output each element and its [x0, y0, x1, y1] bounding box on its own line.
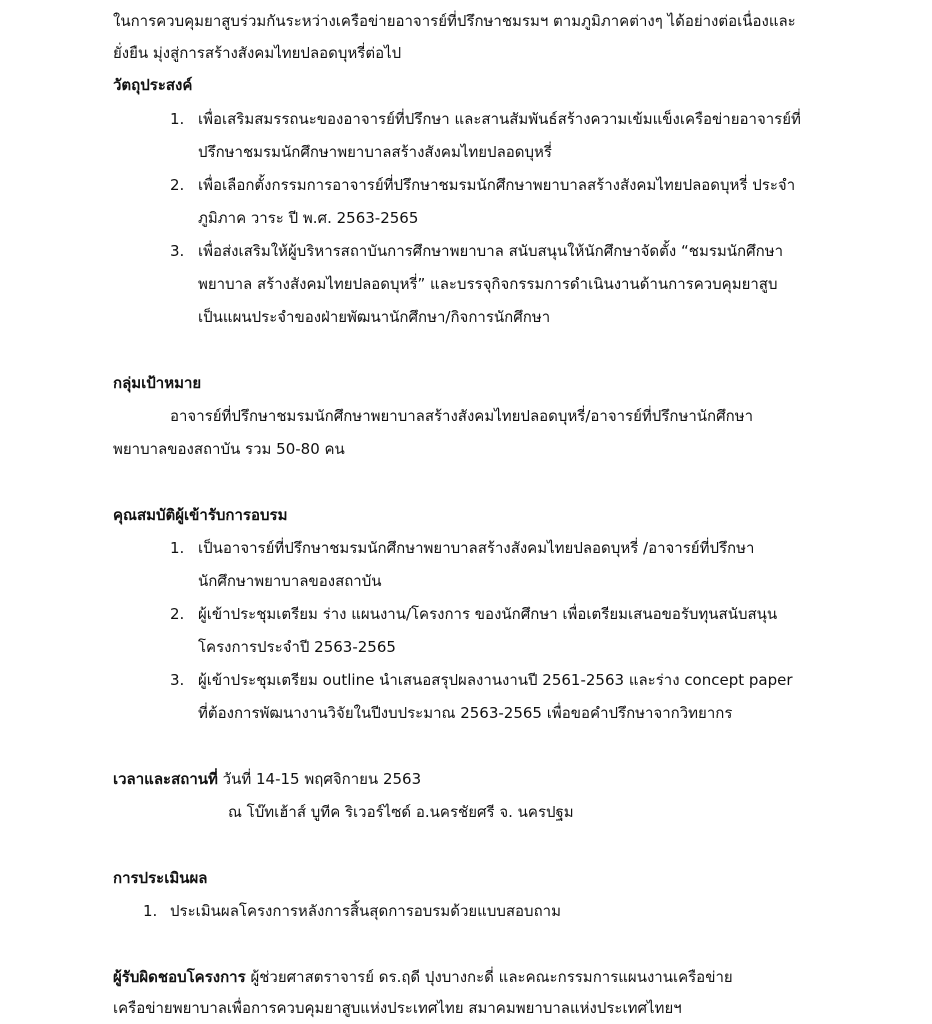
responsible-line-1: ผู้ช่วยศาสตราจารย์ ดร.ฤดี ปุงบางกะดี่ และคณะกรรมการแผนงานเครือข่าย [250, 968, 733, 986]
qualification-3-line-2: ที่ต้องการพัฒนางานวิจัยในปีงบประมาณ 2563-2565 เพื่อขอคำปรึกษาจากวิทยากร [198, 704, 733, 722]
intro-line-2: ยั่งยืน มุ่งสู่การสร้างสังคมไทยปลอดบุหรี่ต่อไป [113, 44, 402, 62]
venue-place: ณ โบ๊ทเฮ้าส์ บูทีค ริเวอร์ไซด์ อ.นครชัยศรี จ. นครปฐม [228, 803, 574, 821]
qualification-1-line-2: นักศึกษาพยาบาลของสถาบัน [198, 572, 382, 590]
objective-3-line-1: เพื่อส่งเสริมให้ผู้บริหารสถาบันการศึกษาพยาบาล สนับสนุนให้นักศึกษาจัดตั้ง “ชมรมนักศึกษา [198, 242, 784, 260]
qualification-number: 3. [170, 671, 185, 689]
responsible-line-2: เครือข่ายพยาบาลเพื่อการควบคุมยาสูบแห่งประเทศไทย สมาคมพยาบาลแห่งประเทศไทยฯ [113, 999, 682, 1017]
responsible-row [113, 966, 733, 988]
target-line-2: พยาบาลของสถาบัน รวม 50-80 คน [113, 440, 345, 458]
qualification-2-line-1: ผู้เข้าประชุมเตรียม ร่าง แผนงาน/โครงการ ของนักศึกษา เพื่อเตรียมเสนอขอรับทุนสนับสนุน [198, 605, 778, 623]
evaluation-heading: การประเมินผล [113, 869, 208, 887]
objective-number: 2. [170, 176, 185, 194]
objective-3-line-2: พยาบาล สร้างสังคมไทยปลอดบุหรี่” และบรรจุกิจกรรมการดำเนินงานด้านการควบคุมยาสูบ [198, 275, 778, 293]
venue-heading: เวลาและสถานที่ [113, 770, 218, 788]
responsible-heading: ผู้รับผิดชอบโครงการ [113, 968, 246, 986]
objective-1-line-1: เพื่อเสริมสมรรถนะของอาจารย์ที่ปรึกษา และสานสัมพันธ์สร้างความเข้มแข็งเครือข่ายอาจารย์ที่ [198, 110, 801, 128]
qualification-1-line-1: เป็นอาจารย์ที่ปรึกษาชมรมนักศึกษาพยาบาลสร้างสังคมไทยปลอดบุหรี่ /อาจารย์ที่ปรึกษา [198, 539, 755, 557]
venue-date: วันที่ 14-15 พฤศจิกายน 2563 [222, 770, 422, 788]
intro-line-1: ในการควบคุมยาสูบร่วมกันระหว่างเครือข่ายอาจารย์ที่ปรึกษาชมรมฯ ตามภูมิภาคต่างๆ ได้อย่างต่อเนื่องและ [113, 12, 796, 30]
target-line-1: อาจารย์ที่ปรึกษาชมรมนักศึกษาพยาบาลสร้างสังคมไทยปลอดบุหรี่/อาจารย์ที่ปรึกษานักศึกษา [170, 407, 754, 425]
qualification-3-line-1: ผู้เข้าประชุมเตรียม outline นำเสนอสรุปผลงานงานปี 2561-2563 และร่าง concept paper [198, 671, 793, 689]
objective-number: 1. [170, 110, 185, 128]
qualification-number: 1. [170, 539, 185, 557]
evaluation-item-1: ประเมินผลโครงการหลังการสิ้นสุดการอบรมด้วยแบบสอบถาม [170, 902, 561, 920]
venue-row [113, 768, 421, 790]
target-heading: กลุ่มเป้าหมาย [113, 374, 202, 392]
objective-2-line-1: เพื่อเลือกตั้งกรรมการอาจารย์ที่ปรึกษาชมรมนักศึกษาพยาบาลสร้างสังคมไทยปลอดบุหรี่ ประจำ [198, 176, 796, 194]
evaluation-number: 1. [143, 902, 158, 920]
objective-2-line-2: ภูมิภาค วาระ ปี พ.ศ. 2563-2565 [198, 209, 419, 227]
qualification-number: 2. [170, 605, 185, 623]
objective-3-line-3: เป็นแผนประจำของฝ่ายพัฒนานักศึกษา/กิจการนักศึกษา [198, 308, 551, 326]
objective-1-line-2: ปรึกษาชมรมนักศึกษาพยาบาลสร้างสังคมไทยปลอดบุหรี่ [198, 143, 552, 161]
objectives-heading: วัตถุประสงค์ [113, 76, 193, 94]
qualification-2-line-2: โครงการประจำปี 2563-2565 [198, 638, 396, 656]
qualifications-heading: คุณสมบัติผู้เข้ารับการอบรม [113, 506, 288, 524]
objective-number: 3. [170, 242, 185, 260]
